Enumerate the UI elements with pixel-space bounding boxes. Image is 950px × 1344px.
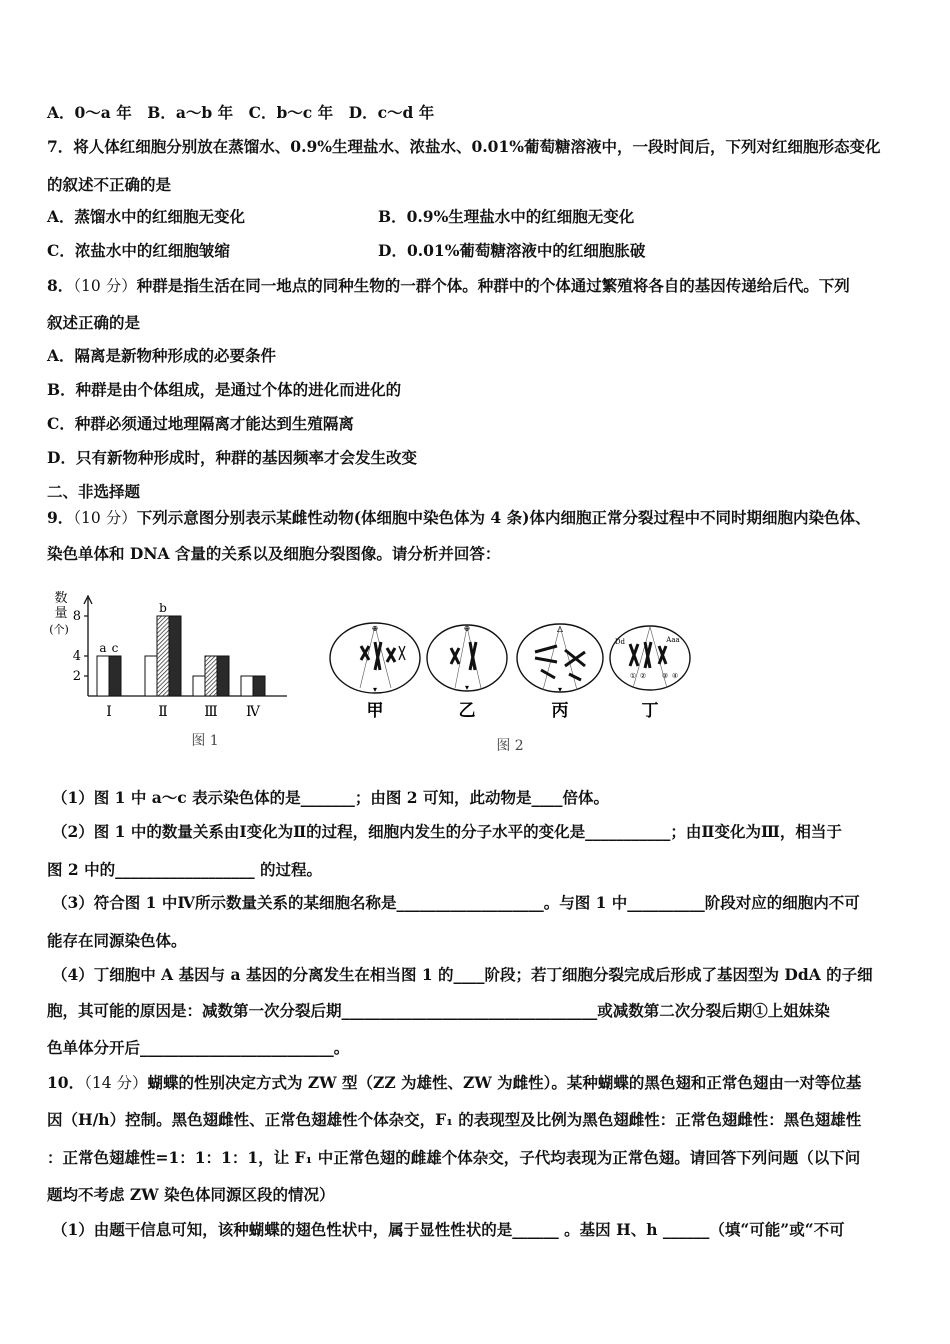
figure1-bar-a-3 [193, 676, 205, 696]
cell-label-yi: 乙 [458, 701, 476, 721]
q6-options: A．0～a 年 B．a～b 年 C．b～c 年 D．c～d 年 [47, 103, 435, 122]
q9-part3-line2: 能存在同源染色体。 [47, 931, 187, 950]
figure1-xtick-label: Ⅲ [204, 704, 218, 720]
q8-score: （10 分） [73, 277, 137, 295]
cell-bing [517, 624, 603, 694]
q9-part1: （1）图 1 中 a～c 表示染色体的是_______；由图 2 可知，此动物是____倍体。 [52, 788, 609, 807]
q8-stem-text: 种群是指生活在同一地点的同种生物的一群个体。种群中的个体通过繁殖将各自的基因传递给后代。下列 [136, 276, 850, 295]
q10-stem-line1 [47, 1073, 861, 1093]
figure1-series-label-c: c [111, 641, 119, 655]
ding-gene-3: ③ [661, 672, 669, 680]
cell-label-ding: 丁 [641, 701, 659, 721]
svg-text:△: △ [556, 624, 564, 633]
q9-stem-line2: 染色单体和 DNA 含量的关系以及细胞分裂图像。请分析并回答： [47, 544, 501, 563]
figure1-bar-a-1 [97, 656, 109, 696]
q7-option-b: B．0.9%生理盐水中的红细胞无变化 [378, 207, 635, 226]
q10-score: （14 分） [84, 1074, 148, 1092]
q7-stem-line1: 7．将人体红细胞分别放在蒸馏水、0.9%生理盐水、浓盐水、0.01%葡萄糖溶液中，一段时间后，下列对红细胞形态变化 [47, 137, 881, 156]
cell-ding [610, 626, 690, 690]
figure1-caption: 图 1 [191, 733, 219, 749]
figure1-xtick-label: Ⅰ [106, 704, 112, 720]
figure1-xtick-label: Ⅳ [246, 704, 260, 720]
figure1-ylabel-2: 量 [54, 606, 68, 621]
figure1-ytick-label: 2 [72, 669, 81, 684]
cell-jia [330, 623, 420, 694]
q7-option-c: C．浓盐水中的红细胞皱缩 [47, 241, 230, 260]
q8-option-c: C．种群必须通过地理隔离才能达到生殖隔离 [47, 414, 354, 433]
q9-part2-line1: （2）图 1 中的数量关系由Ⅰ变化为Ⅱ的过程，细胞内发生的分子水平的变化是___________；由Ⅱ变化为Ⅲ，相当于 [52, 822, 842, 841]
q9-score: （10 分） [73, 509, 137, 527]
figure1-bar-a-2 [145, 656, 157, 696]
q9-part2-line2: 图 2 中的__________________ 的过程。 [47, 860, 322, 879]
q7-option-d: D．0.01%葡萄糖溶液中的红细胞胀破 [378, 241, 646, 260]
q9-part4-line1: （4）丁细胞中 A 基因与 a 基因的分离发生在相当图 1 的____阶段；若丁细胞分裂完成后形成了基因型为 DdA 的子细 [52, 965, 873, 984]
figure1-bar-a-4 [241, 676, 253, 696]
q10-stem-line3: ：正常色翅雄性=1：1：1：1，让 F₁ 中正常色翅的雌雄个体杂交，子代均表现为正常色翅。请回答下列问题（以下问 [47, 1148, 861, 1167]
q9-part4-line2: 胞，其可能的原因是：减数第一次分裂后期_________________________________或减数第二次分裂后期①上姐妹染 [47, 1001, 830, 1020]
cell-yi [427, 624, 507, 692]
svg-text:▾: ▾ [372, 685, 378, 694]
q8-number: 8． [47, 276, 74, 295]
ding-gene-4: ④ [671, 672, 679, 680]
q10-part1: （1）由题干信息可知，该种蝴蝶的翅色性状中，属于显性性状的是______ 。基因 H、h ______（填“可能”或“不可 [52, 1220, 845, 1239]
q9-number: 9． [47, 508, 74, 527]
svg-text:⊕: ⊕ [463, 624, 471, 633]
figure1-series-label-b: b [159, 601, 167, 615]
figure1-bar-b-3 [205, 656, 217, 696]
q8-option-d: D．只有新物种形成时，种群的基因频率才会发生改变 [47, 448, 417, 467]
figure1-bar-c-3 [217, 656, 229, 696]
cell-label-jia: 甲 [366, 701, 384, 721]
svg-text:▾: ▾ [464, 683, 470, 692]
svg-text:▾: ▾ [557, 685, 563, 694]
figure1-xtick-label: Ⅱ [158, 704, 168, 720]
figure1-chart [45, 588, 305, 758]
figure2-cells [325, 612, 705, 758]
figure1-bar-c-1 [109, 656, 121, 696]
figure1-ytick-label: 4 [72, 649, 81, 664]
q10-stem-line2: 因（H/h）控制。黑色翅雌性、正常色翅雄性个体杂交，F₁ 的表现型及比例为黑色翅雌性：正常色翅雌性：黑色翅雄性 [47, 1110, 862, 1129]
q9-part3-line1: （3）符合图 1 中Ⅳ所示数量关系的某细胞名称是___________________。与图 1 中__________阶段对应的细胞内不可 [52, 893, 860, 912]
figure1-ylabel-3: (个) [49, 623, 69, 636]
q10-number: 10． [47, 1073, 85, 1092]
ding-gene-dd: Dd [614, 638, 625, 646]
q7-option-a: A．蒸馏水中的红细胞无变化 [47, 207, 246, 226]
q7-stem-line2: 的叙述不正确的是 [47, 175, 172, 194]
q8-option-a: A．隔离是新物种形成的必要条件 [47, 346, 277, 365]
svg-text:⊕: ⊕ [371, 624, 379, 633]
q10-stem-line4: 题均不考虑 ZW 染色体同源区段的情况） [47, 1185, 335, 1204]
figure1-ytick-label: 8 [72, 609, 81, 624]
figure1-series-label-a: a [99, 641, 107, 655]
ding-gene-2: ② [639, 672, 647, 680]
q9-part4-line3: 色单体分开后_________________________。 [47, 1038, 350, 1057]
figure1-bar-c-4 [253, 676, 265, 696]
q10-stem-text: 蝴蝶的性别决定方式为 ZW 型（ZZ 为雄性、ZW 为雌性）。某种蝴蝶的黑色翅和正常色翅由一对等位基 [147, 1073, 862, 1092]
figure1-bar-b-2 [157, 616, 169, 696]
ding-gene-aaa: Aaa [666, 636, 680, 644]
figure2-caption: 图 2 [496, 738, 524, 754]
section-heading: 二、非选择题 [47, 482, 141, 501]
q8-stem-line2: 叙述正确的是 [47, 313, 141, 332]
q9-stem-line1 [47, 508, 870, 528]
q8-stem-line1 [47, 276, 850, 296]
figure1-ylabel-1: 数 [54, 591, 68, 606]
q8-option-b: B．种群是由个体组成，是通过个体的进化而进化的 [47, 380, 402, 399]
q9-stem-text: 下列示意图分别表示某雌性动物(体细胞中染色体为 4 条)体内细胞正常分裂过程中不同时期细胞内染色体、 [136, 508, 871, 527]
figure1-bar-c-2 [169, 616, 181, 696]
cell-label-bing: 丙 [551, 701, 569, 721]
ding-gene-1: ① [629, 672, 637, 680]
